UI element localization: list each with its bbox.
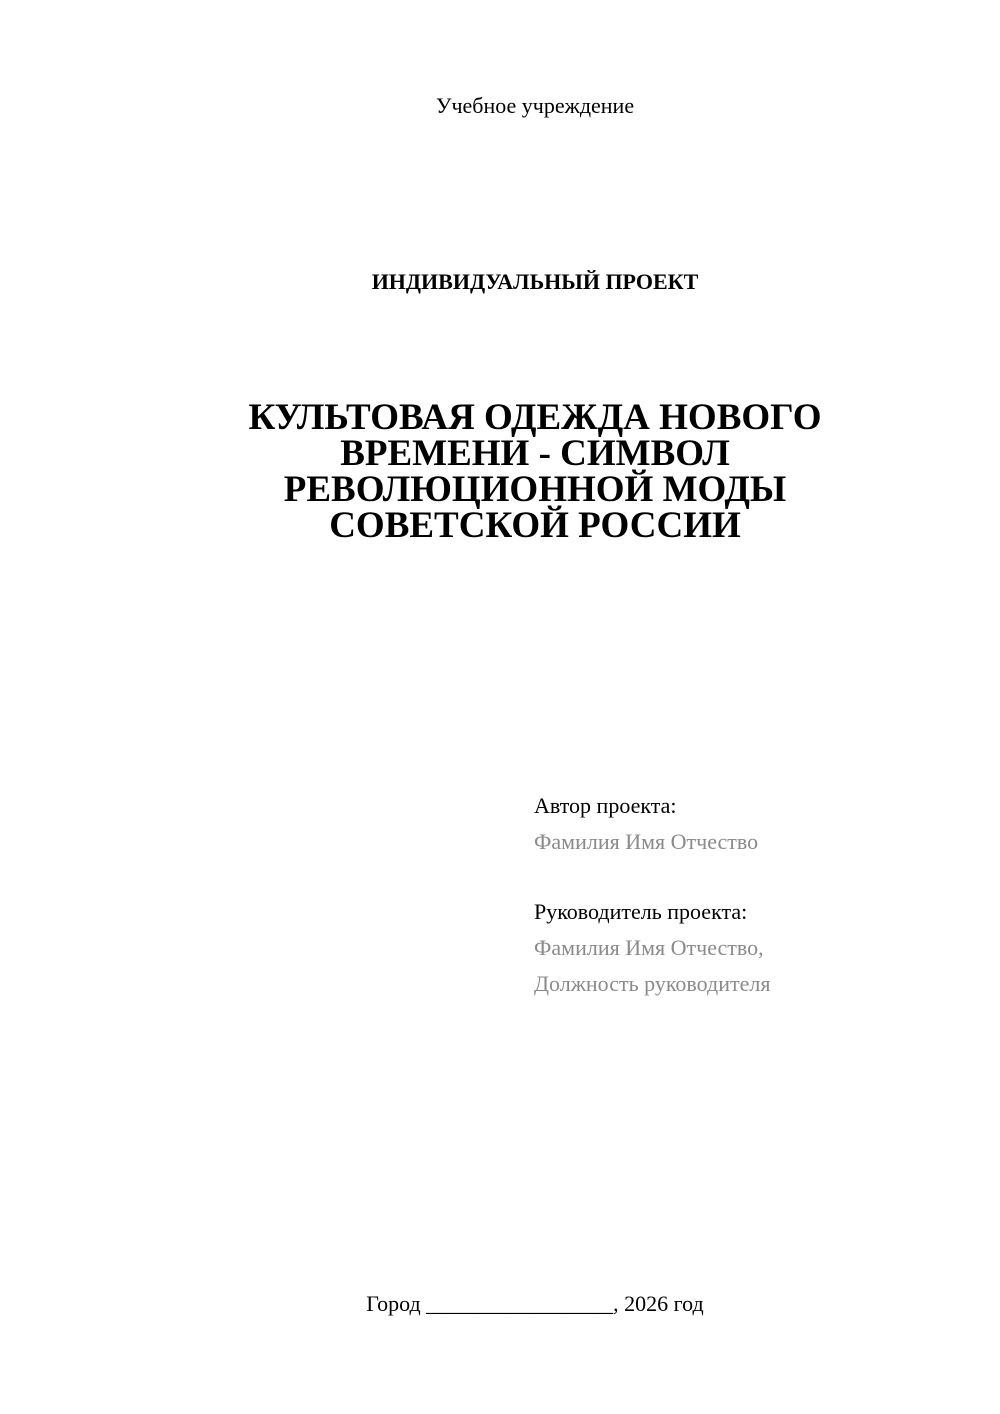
project-title-line: ВРЕМЕНИ - СИМВОЛ xyxy=(340,433,730,474)
project-title-line: КУЛЬТОВАЯ ОДЕЖДА НОВОГО xyxy=(248,397,822,438)
credits-block xyxy=(534,788,974,1002)
supervisor-label: Руководитель проекта: xyxy=(534,899,748,924)
city-year-footer: Город _________________, 2026 год xyxy=(366,1291,704,1316)
project-title xyxy=(180,397,890,546)
credits-spacer xyxy=(534,860,974,894)
project-title-line: СОВЕТСКОЙ РОССИИ xyxy=(329,505,741,546)
supervisor-name-placeholder: Фамилия Имя Отчество, xyxy=(534,935,764,960)
document-type-heading: ИНДИВИДУАЛЬНЫЙ ПРОЕКТ xyxy=(371,269,699,294)
author-name-placeholder: Фамилия Имя Отчество xyxy=(534,829,759,854)
supervisor-position-placeholder: Должность руководителя xyxy=(534,971,771,996)
project-title-line: РЕВОЛЮЦИОННОЙ МОДЫ xyxy=(283,469,787,510)
institution-name: Учебное учреждение xyxy=(435,93,635,118)
author-label: Автор проекта: xyxy=(534,793,677,818)
